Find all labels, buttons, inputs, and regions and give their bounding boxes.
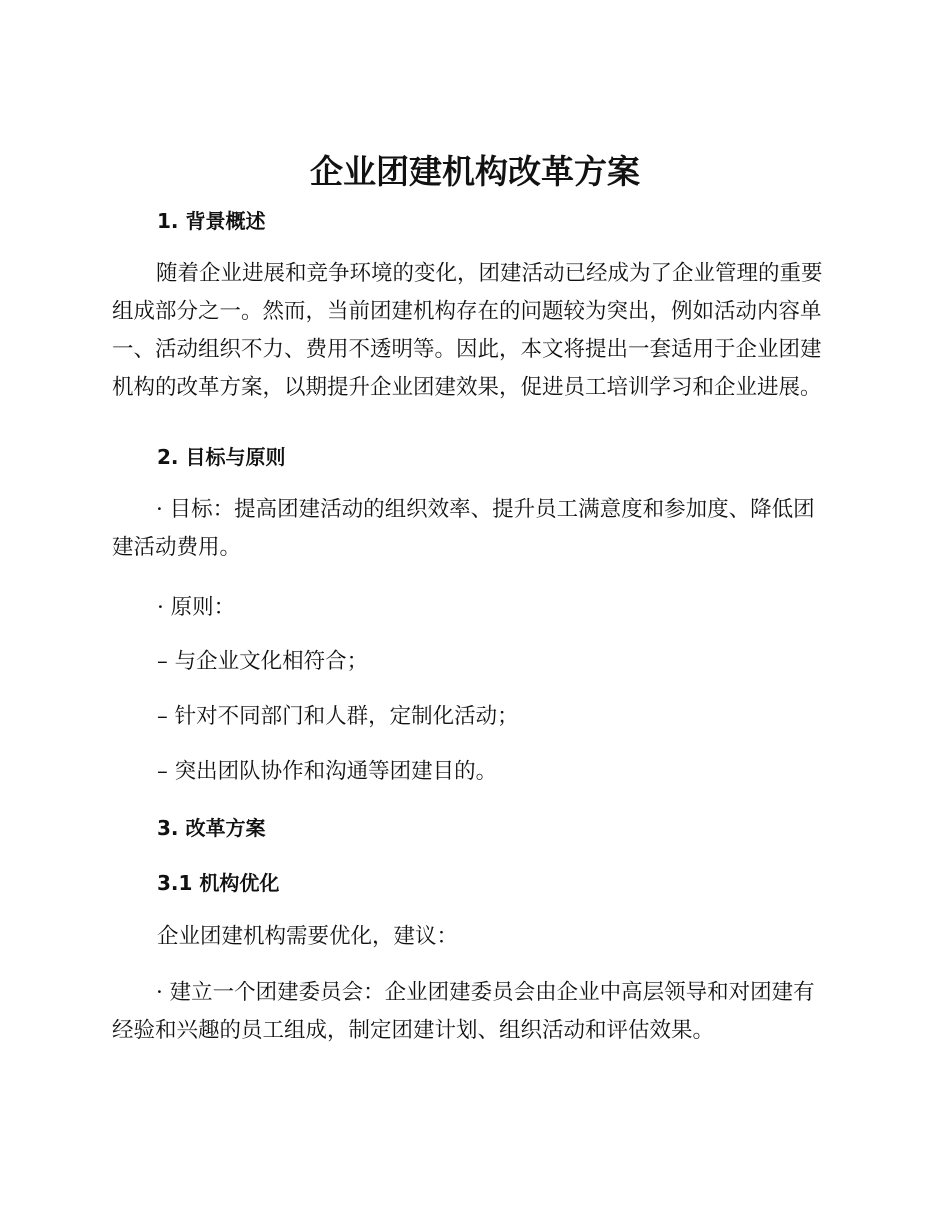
paragraph-line: 组成部分之一。然而，当前团建机构存在的问题较为突出，例如活动内容单 xyxy=(112,299,822,324)
committee-paragraph xyxy=(112,974,840,1050)
goal-line: 建活动费用。 xyxy=(112,535,242,560)
section-heading-reform: 3. 改革方案 xyxy=(157,816,266,840)
committee-line: 经验和兴趣的员工组成，制定团建计划、组织活动和评估效果。 xyxy=(112,1018,715,1043)
principle-item: – 针对不同部门和人群，定制化活动； xyxy=(157,704,519,729)
committee-line: · 建立一个团建委员会：企业团建委员会由企业中高层领导和对团建有 xyxy=(156,980,815,1005)
structure-intro: 企业团建机构需要优化，建议： xyxy=(157,924,459,949)
section-heading-background: 1. 背景概述 xyxy=(157,209,266,233)
subsection-heading-structure: 3.1 机构优化 xyxy=(157,871,280,895)
background-paragraph xyxy=(112,255,840,407)
document-title: 企业团建机构改革方案 xyxy=(310,152,640,191)
principle-label: · 原则： xyxy=(157,595,236,620)
principle-item: – 突出团队协作和沟通等团建目的。 xyxy=(157,759,498,784)
section-heading-goals: 2. 目标与原则 xyxy=(157,445,286,469)
goal-paragraph xyxy=(112,491,840,567)
goal-line: · 目标：提高团建活动的组织效率、提升员工满意度和参加度、降低团 xyxy=(156,497,815,522)
principle-item: – 与企业文化相符合； xyxy=(157,649,369,674)
paragraph-line: 一、活动组织不力、费用不透明等。因此，本文将提出一套适用于企业团建 xyxy=(112,337,822,362)
paragraph-line: 随着企业进展和竞争环境的变化，团建活动已经成为了企业管理的重要 xyxy=(156,261,823,286)
paragraph-line: 机构的改革方案，以期提升企业团建效果，促进员工培训学习和企业进展。 xyxy=(112,375,822,400)
